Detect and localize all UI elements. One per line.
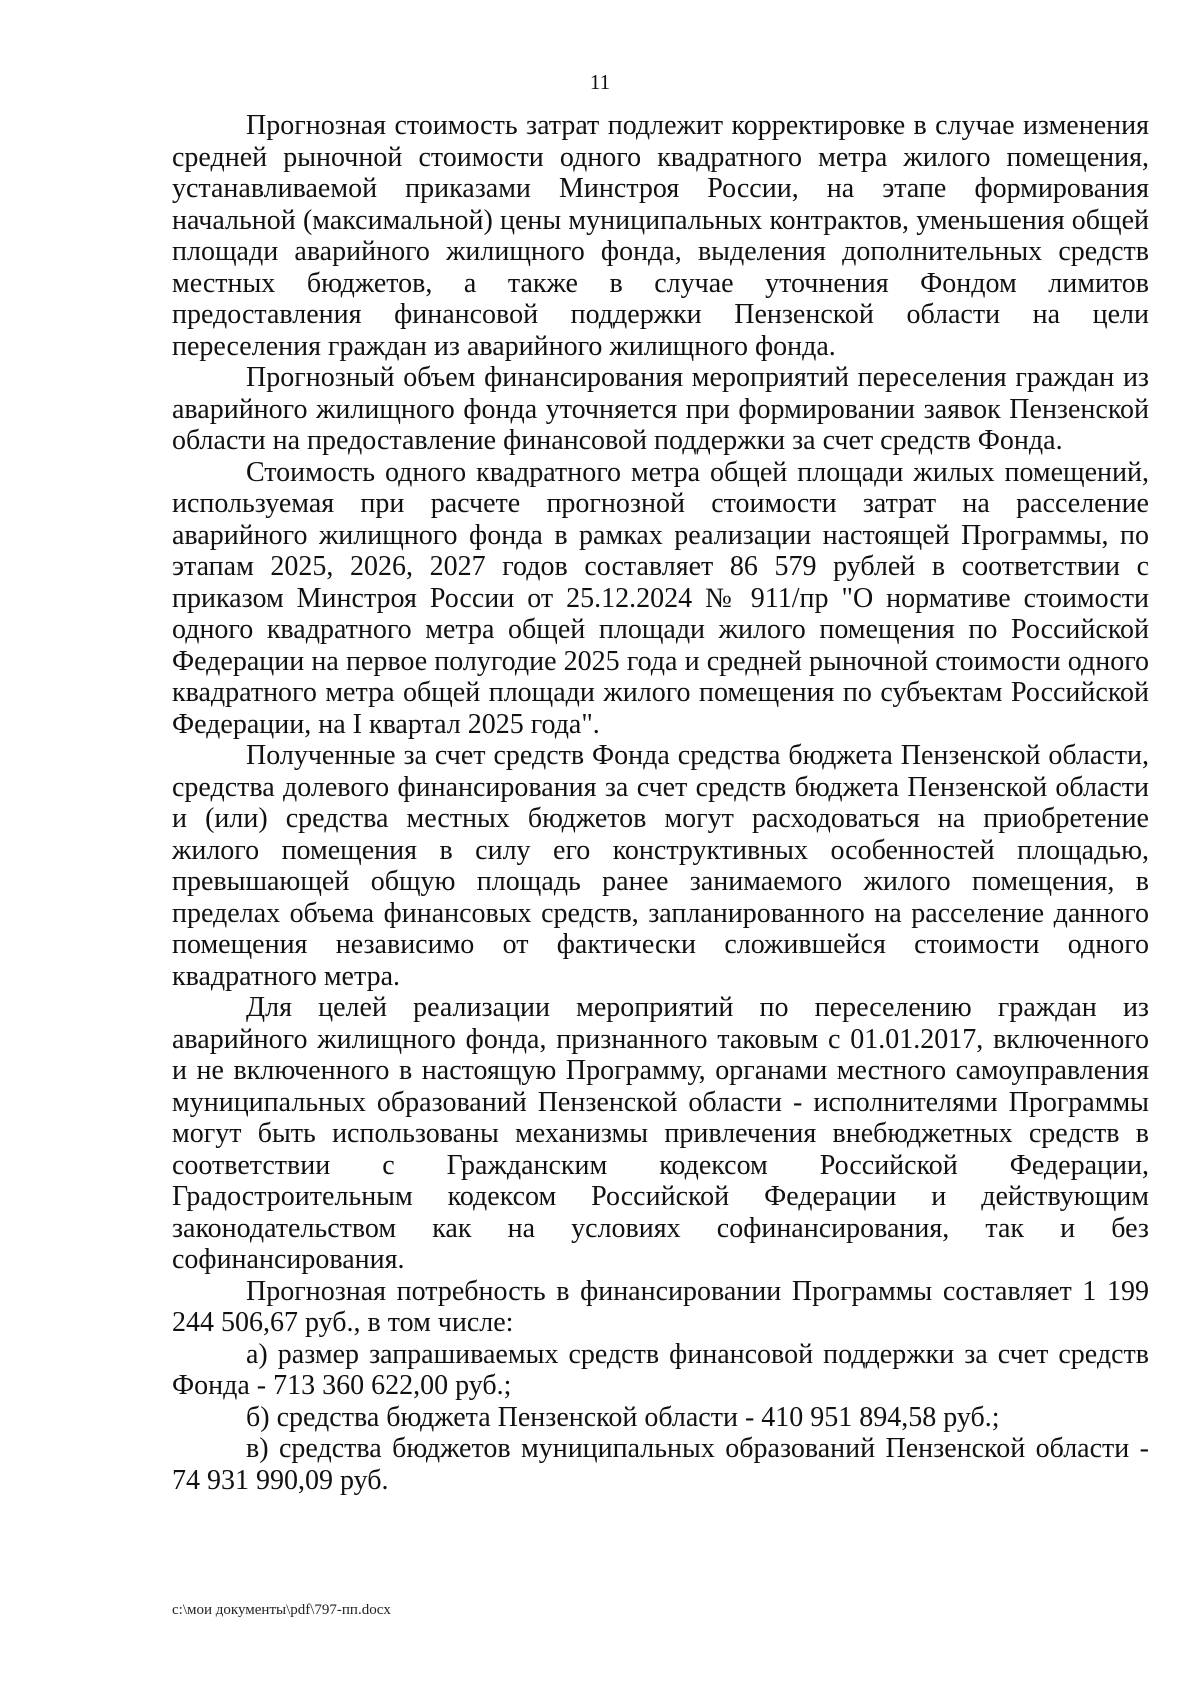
paragraph-fund-spending: Полученные за счет средств Фонда средства бюджета Пензенской области, средства долевого финансирования за счет средств бюджета Пензенской области и (или) средства местных бюджетов могут расходоваться на приобретение жилого помещения в силу его конструктивных особенностей площадью, превышающей общую площадь ранее занимаемого жилого помещения, в пределах объема финансовых средств, запланированного на расселение данного помещения независимо от фактически сложившейся стоимости одного квадратного метра. xyxy=(172,740,1149,992)
list-item-fund-support: а) размер запрашиваемых средств финансовой поддержки за счет средств Фонда - 713 360 622,00 руб.; xyxy=(172,1338,1149,1401)
paragraph-financing-volume: Прогнозный объем финансирования мероприятий переселения граждан из аварийного жилищного фонда уточняется при формировании заявок Пензенской области на предоставление финансовой поддержки за счет средств Фонда. xyxy=(172,362,1149,456)
paragraph-extrabudgetary-mechanisms: Для целей реализации мероприятий по переселению граждан из аварийного жилищного фонда, признанного таковым с 01.01.2017, включенного и не включенного в настоящую Программу, органами местного самоуправления муниципальных образований Пензенской области - исполнителями Программы могут быть использованы механизмы привлечения внебюджетных средств в соответствии с Гражданским кодексом Российской Федерации, Градостроительным кодексом Российской Федерации и действующим законодательством как на условиях софинансирования, так и без софинансирования. xyxy=(172,992,1149,1275)
list-item-regional-budget: б) средства бюджета Пензенской области - 410 951 894,58 руб.; xyxy=(246,1401,1000,1433)
paragraph-cost-adjustment: Прогнозная стоимость затрат подлежит корректировке в случае изменения средней рыночной стоимости одного квадратного метра жилого помещения, устанавливаемой приказами Минстроя России, на этапе формирования начальной (максимальной) цены муниципальных контрактов, уменьшения общей площади аварийного жилищного фонда, выделения дополнительных средств местных бюджетов, а также в случае уточнения Фондом лимитов предоставления финансовой поддержки Пензенской области на цели переселения граждан из аварийного жилищного фонда. xyxy=(172,110,1149,362)
document-body xyxy=(172,110,1149,1496)
page-number: 11 xyxy=(589,70,611,94)
paragraph-total-financing: Прогнозная потребность в финансировании Программы составляет 1 199 244 506,67 руб., в том числе: xyxy=(172,1275,1149,1338)
list-item-municipal-budgets: в) средства бюджетов муниципальных образований Пензенской области - 74 931 990,09 руб. xyxy=(172,1433,1149,1496)
paragraph-square-meter-cost: Стоимость одного квадратного метра общей площади жилых помещений, используемая при расчете прогнозной стоимости затрат на расселение аварийного жилищного фонда в рамках реализации настоящей Программы, по этапам 2025, 2026, 2027 годов составляет 86 579 рублей в соответствии с приказом Минстроя России от 25.12.2024 № 911/пр "О нормативе стоимости одного квадратного метра общей площади жилого помещения по Российской Федерации на первое полугодие 2025 года и средней рыночной стоимости одного квадратного метра общей площади жилого помещения по субъектам Российской Федерации, на I квартал 2025 года". xyxy=(172,456,1149,740)
footer-file-path: c:\мои документы\pdf\797-пп.docx xyxy=(172,1602,391,1618)
